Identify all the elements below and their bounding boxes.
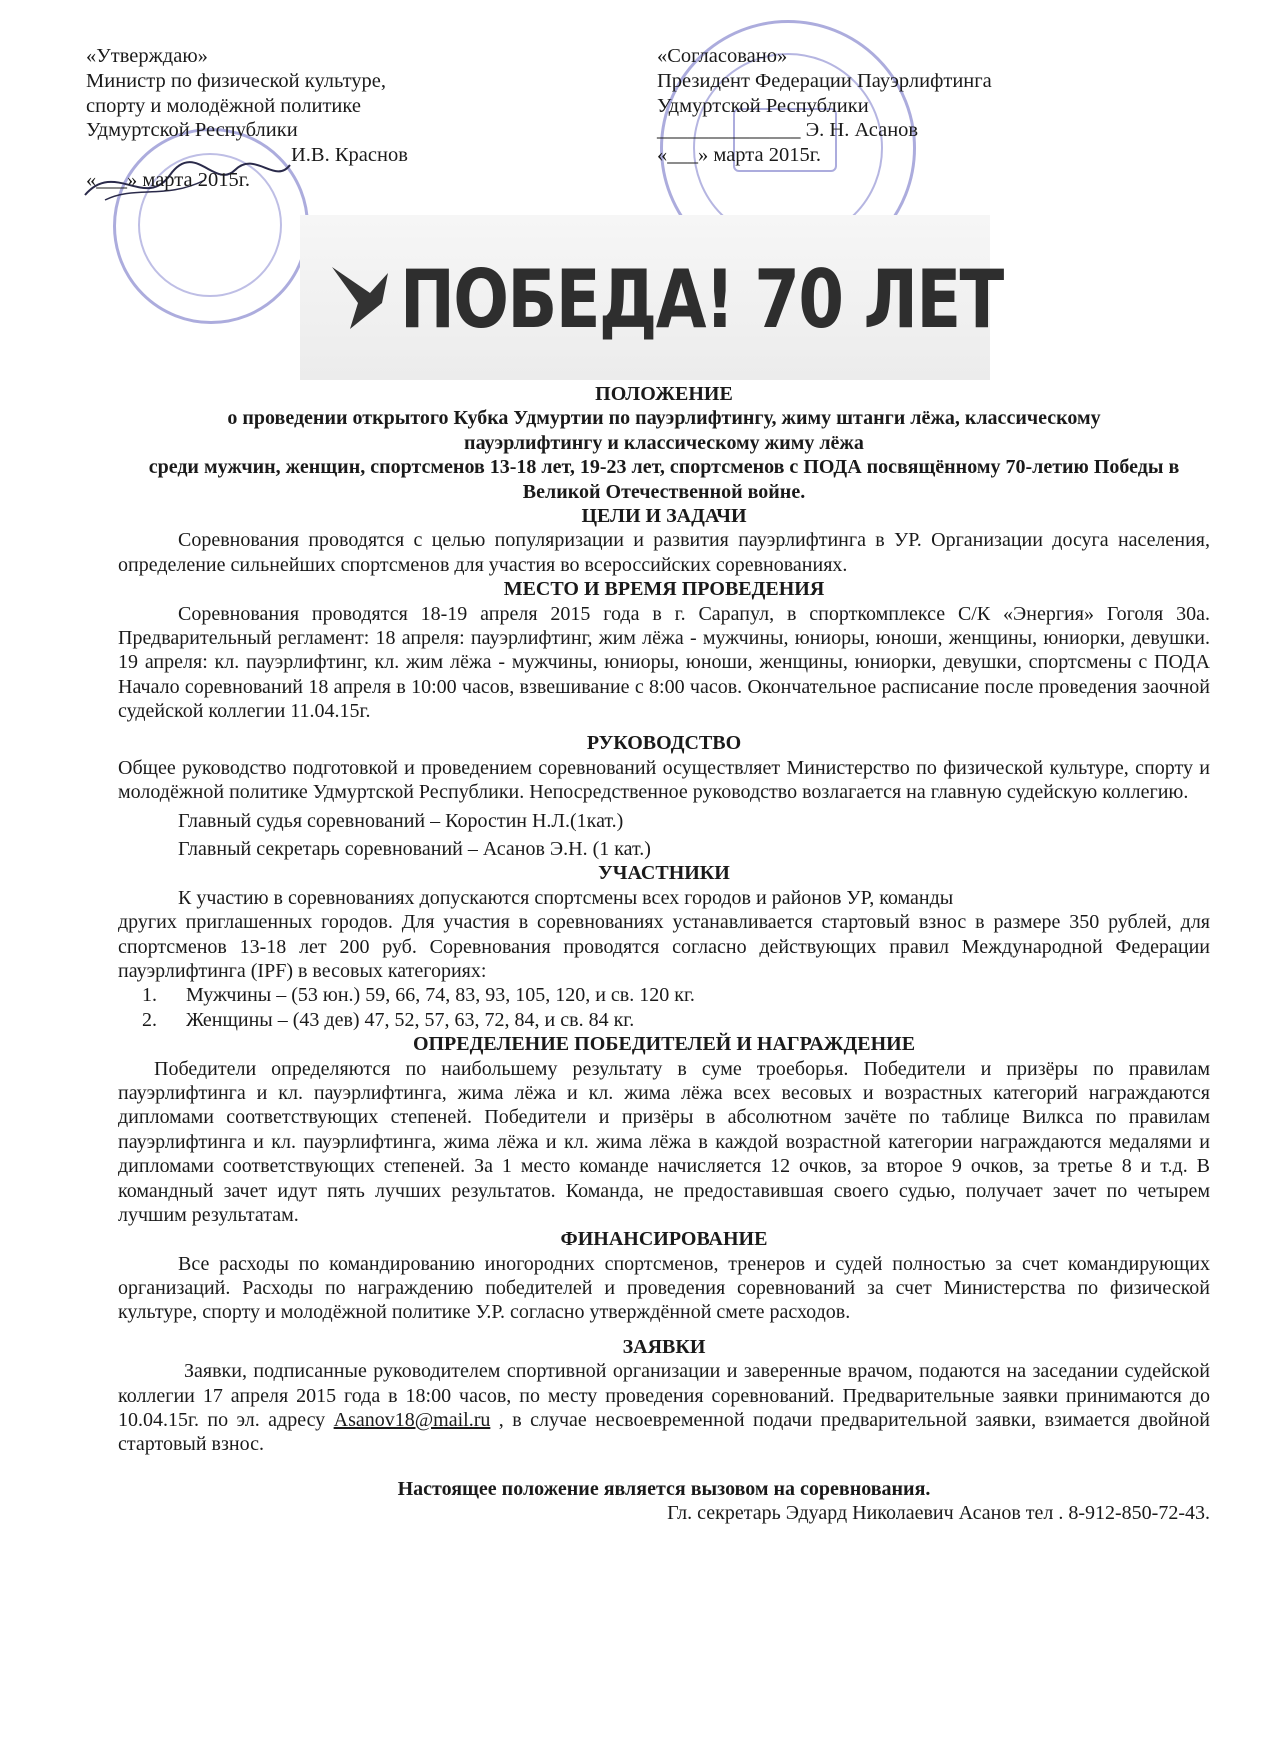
doc-subtitle-2: среди мужчин, женщин, спортсменов 13-18 лет, 19-23 лет, спортсменов с ПОДА посвящённому 70-летию Победы в Великой Отечественной войне. — [148, 456, 1180, 503]
approval-left-date: «___» марта 2015г. — [86, 168, 250, 191]
approval-left-line3: спорту и молодёжной политике — [86, 94, 361, 117]
list-item: 1. Мужчины – (53 юн.) 59, 66, 74, 83, 93, 105, 120, и св. 120 кг. — [142, 984, 695, 1007]
doc-subtitle-1: о проведении открытого Кубка Удмуртии по пауэрлифтингу, жиму штанги лёжа, классическому пауэрлифтингу и классическому жиму лёжа — [227, 407, 1101, 454]
approval-left-line4: Удмуртской Республики — [86, 119, 298, 142]
lead-heading: РУКОВОДСТВО — [586, 732, 742, 755]
chief-secretary: Главный секретарь соревнований – Асанов Э.Н. (1 кат.) — [178, 838, 651, 861]
victory-banner — [300, 215, 1003, 380]
list-item: 2. Женщины – (43 дев) 47, 52, 57, 63, 72, 84, и св. 84 кг. — [142, 1008, 635, 1031]
approval-left-name: И.В. Краснов — [291, 144, 408, 167]
participants-heading: УЧАСТНИКИ — [598, 862, 730, 885]
winners-text: Победители определяются по наибольшему результату в суме троеборья. Победители и призёры по правилам пауэрлифтинга и кл. пауэрлифтинга, жима лёжа и кл. жима лёжа всех весовых и возрастных категорий награждаются дипломами соответствующих степеней. Победители и призёры в абсолютном зачёте по таблице Вилкса по правилам пауэрлифтинга и кл. пауэрлифтинга, жима лёжа и кл. жима лёжа в каждой возрастной категории награждаются медалями и дипломами соответствующих степеней. За 1 место команде начисляется 12 очков, за второе 9 очков, за третье 8 и т.д. В командный зачет идут пять лучших результатов. Команда, не предоставившая своего судью, получает зачет по четырем лучшим результатам. — [118, 1057, 1210, 1226]
finance-text: Все расходы по командированию иногородних спортсменов, тренеров и судей полностью за счет командирующих организаций. Расходы по награждению победителей и проведения соревнований за счет Министерства по физической культуре, спорту и молодёжной политике У.Р. согласно утверждённой смете расходов. — [118, 1252, 1210, 1324]
approval-block-right — [657, 44, 1087, 168]
place-text: Соревнования проводятся 18-19 апреля 2015 года в г. Сарапул, в спорткомплексе С/К «Энергия» Гоголя 30а. Предварительный регламент: 18 апреля: пауэрлифтинг, жим лёжа - мужчины, юниоры, юноши, женщины, юниорки, девушки. 19 апреля: кл. пауэрлифтинг, кл. жим лёжа - мужчины, юниоры, юноши, женщины, юниорки, девушки, спортсмены с ПОДА Начало соревнований 18 апреля в 10:00 часов, взвешивание с 8:00 часов. Окончательное расписание после проведения заочной судейской коллегии 11.04.15г. — [118, 602, 1210, 723]
approval-right-name: ______________ Э. Н. Асанов — [657, 119, 919, 142]
approval-right-line2: Президент Федерации Пауэрлифтинга — [657, 69, 992, 92]
email-link[interactable]: Asanov18@mail.ru — [333, 1409, 491, 1432]
goals-heading: ЦЕЛИ И ЗАДАЧИ — [581, 504, 747, 527]
contact-line: Гл. секретарь Эдуард Николаевич Асанов тел . 8-912-850-72-43. — [667, 1502, 1210, 1525]
chief-judge: Главный судья соревнований – Коростин Н.Л.(1кат.) — [178, 809, 624, 832]
participants-text: других приглашенных городов. Для участия в соревнованиях устанавливается стартовый взнос в размере 350 рублей, для спортсменов 13-18 лет 200 руб. Соревнования проводятся согласно действующих правил Международной Федерации пауэрлифтинга (IPF) в весовых категориях: — [118, 911, 1210, 982]
weight-categories-list — [118, 983, 1210, 1032]
approval-right-date: «___» марта 2015г. — [657, 144, 821, 167]
approval-left-line1: «Утверждаю» — [86, 45, 208, 67]
approval-right-line1: «Согласовано» — [657, 45, 788, 67]
finance-heading: ФИНАНСИРОВАНИЕ — [560, 1228, 768, 1251]
banner-title: ПОБЕДА! 70 ЛЕТ — [400, 253, 1003, 346]
applications-heading: ЗАЯВКИ — [622, 1335, 706, 1358]
dove-icon — [330, 263, 388, 329]
winners-heading: ОПРЕДЕЛЕНИЕ ПОБЕДИТЕЛЕЙ И НАГРАЖДЕНИЕ — [412, 1033, 916, 1056]
participants-line1: К участию в соревнованиях допускаются спортсмены всех городов и районов УР, команды — [178, 886, 954, 909]
document-body — [118, 382, 1210, 1526]
approval-right-line3: Удмуртской Республики — [657, 94, 869, 117]
place-heading: МЕСТО И ВРЕМЯ ПРОВЕДЕНИЯ — [503, 578, 825, 601]
goals-text: Соревнования проводятся с целью популяризации и развития пауэрлифтинга в УР. Организации досуга населения, определение сильнейших спортсменов для участия во всероссийских соревнованиях. — [118, 529, 1210, 576]
approval-left-line2: Министр по физической культуре, — [86, 69, 387, 92]
applications-text: Заявки, подписанные руководителем спортивной организации и заверенные врачом, подаются на заседании судейской коллегии 17 апреля 2015 года в 18:00 часов, по месту проведения соревнований. Предварительные заявки принимаются до 10.04.15г. по эл. адресу Asanov18@mail.ru , в случае несвоевременной подачи предварительной заявки, взимается двойной стартовый взнос. — [118, 1360, 1211, 1456]
approval-block-left — [86, 44, 526, 193]
lead-text: Общее руководство подготовкой и проведением соревнований осуществляет Министерство по физической культуре, спорту и молодёжной политике Удмуртской Республики. Непосредственное руководство возлагается на главную судейскую коллегию. — [118, 756, 1210, 804]
final-statement: Настоящее положение является вызовом на соревнования. — [397, 1477, 931, 1500]
doc-title: ПОЛОЖЕНИЕ — [595, 383, 733, 405]
